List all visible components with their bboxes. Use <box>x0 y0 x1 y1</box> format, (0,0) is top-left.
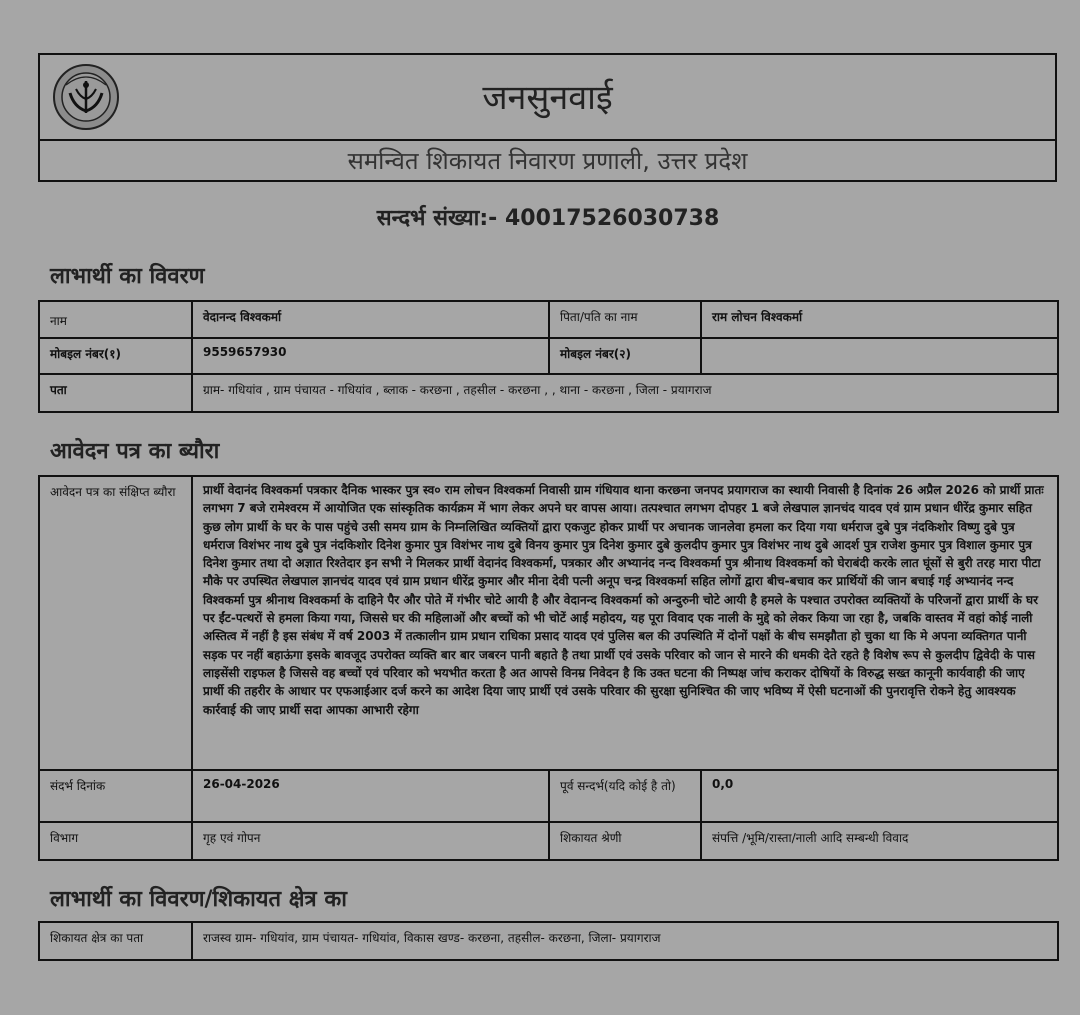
date-value: 26-04-2026 <box>192 770 549 822</box>
table-row <box>39 338 1058 374</box>
date-label: संदर्भ दिनांक <box>39 770 192 822</box>
section-title-complaint-area: लाभार्थी का विवरण/शिकायत क्षेत्र का <box>50 887 347 912</box>
section-title-beneficiary: लाभार्थी का विवरण <box>50 264 205 289</box>
department-value: गृह एवं गोपन <box>192 822 549 860</box>
table-row <box>39 374 1058 412</box>
table-row <box>39 822 1058 860</box>
father-label: पिता/पति का नाम <box>549 301 701 338</box>
address-label: पता <box>39 374 192 412</box>
reference-value: 40017526030738 <box>504 206 720 231</box>
name-value: वेदानन्द विश्वकर्मा <box>192 301 549 338</box>
prev-ref-label: पूर्व सन्दर्भ(यदि कोई है तो) <box>549 770 701 822</box>
table-row <box>39 301 1058 338</box>
complaint-address-value: राजस्व ग्राम- गधियांव, ग्राम पंचायत- गधियांव, विकास खण्ड- करछना, तहसील- करछना, जिला- प्रयागराज <box>192 922 1058 960</box>
app-title: जनसुनवाई <box>482 78 613 118</box>
table-row <box>39 922 1058 960</box>
summary-text: प्रार्थी वेदानंद विश्वकर्मा पत्रकार दैनिक भास्कर पुत्र स्व० राम लोचन विश्वकर्मा निवासी ग्राम गंधियाव थाना करछना जनपद प्रयागराज का स्थायी निवासी है दिनांक 26 अप्रैल 2026 को प्रार्थी प्रातः लगभग 7 बजे रामेश्वरम में आयोजित एक सांस्कृतिक कार्यक्रम में भाग लेकर अपने घर वापस आया। तत्पश्चात लगभग दोपहर 1 बजे लेखपाल ज्ञानचंद यादव एवं ग्राम प्रधान धीरेंद्र कुमार सहित कुछ लोग प्रार्थी के घर के पास पहुंचे उसी समय ग्राम के निम्नलिखित व्यक्तियों द्वारा एकजुट होकर प्रार्थी पर अचानक जानलेवा हमला कर दिया गया धर्मराज दुबे पुत्र नंदकिशोर विष्णु दुबे पुत्र धर्मराज विशंभर नाथ दुबे पुत्र नंदकिशोर दिनेश कुमार पुत्र विशंभर नाथ दुबे विनय कुमार पुत्र दिनेश कुमार दुबे कुलदीप कुमार पुत्र विशंभर नाथ दुबे आदर्श पुत्र राजेश कुमार पुत्र विशाल कुमार पुत्र दिनेश कुमार तथा दो अज्ञात रिश्तेदार इन सभी ने मिलकर प्रार्थी वेदानंद विश्वकर्मा, पत्रकार और अभ्यानंद नन्द विश्वकर्मा पुत्र श्रीनाथ विश्वकर्मा को घेराबंदी करके लात घूंसों से बुरी तरह मारा पीटा मौके पर उपस्थित लेखपाल ज्ञानचंद यादव एवं ग्राम प्रधान धीरेंद्र कुमार और मीना देवी पत्नी अनूप चन्द्र विश्वकर्मा सहित लोगों द्वारा बीच-बचाव कर प्रार्थियों की जान बचाई गई अभ्यानंद नन्द विश्वकर्मा पुत्र श्रीनाथ विश्वकर्मा के दाहिने पैर और पोते में गंभीर चोटे आयी है और वेदानन्द विश्वकर्मा को अन्दुरुनी चोटे आयी है हमले के पश्चात उपरोक्त व्यक्तियों के परिजनों द्वारा प्रार्थी के घर पर ईंट-पत्थरों से हमला किया गया, जिससे घर की महिलाओं और बच्चों को भी चोटें आईं महोदय, यह पूरा विवाद एक नाली के मुद्दे को लेकर किया जा रहा है, जबकि वास्तव में वहां कोई नाली अस्तित्व में नहीं है इस संबंध में वर्ष 2003 में तत्कालीन ग्राम प्रधान राधिका प्रसाद यादव एवं पुलिस बल की उपस्थिति में दोनों पक्षों के बीच समझौता हो चुका था कि मे अपना व्यक्तिगत पानी सड़क पर नहीं बहाऊंगा इसके बावजूद उपरोक्त व्यक्ति बार बार जबरन पानी बहाते है तथा प्रार्थी एवं उसके परिवार को जान से मारने की धमकी देते रहते है विशेष रूप से कुलदीप द्विवेदी के पास लाइसेंसी राइफल है जिससे वह बच्चों एवं परिवार को भयभीत करता है अत आपसे विनम्र निवेदन है कि उक्त घटना की निष्पक्ष जांच कराकर दोषियों के विरुद्ध सख्त कानूनी कार्यवाही की जाए प्रार्थी की तहरीर के आधार पर एफआईआर दर्ज करने का आदेश दिया जाए प्रार्थी एवं उसके परिवार की सुरक्षा सुनिश्चित की जाए भविष्य में ऐसी घटनाओं की पुनरावृत्ति रोकने हेतु आवश्यक कार्रवाई की जाए प्रार्थी सदा आपका आभारी रहेगा <box>192 476 1058 770</box>
mobile2-label: मोबइल नंबर(२) <box>549 338 701 374</box>
complaint-address-label: शिकायत क्षेत्र का पता <box>39 922 192 960</box>
category-value: संपत्ति /भूमि/रास्ता/नाली आदि सम्बन्धी विवाद <box>701 822 1058 860</box>
address-value: ग्राम- गधियांव , ग्राम पंचायत - गधियांव , ब्लाक - करछना , तहसील - करछना , , थाना - करछना , जिला - प्रयागराज <box>192 374 1058 412</box>
application-table <box>38 475 1059 861</box>
complaint-area-table <box>38 921 1059 961</box>
reference-number <box>0 202 1080 232</box>
department-label: विभाग <box>39 822 192 860</box>
table-row <box>39 476 1058 770</box>
header-top <box>40 55 1055 141</box>
mobile1-label: मोबइल नंबर(१) <box>39 338 192 374</box>
father-value: राम लोचन विश्वकर्मा <box>701 301 1058 338</box>
reference-label: सन्दर्भ संख्या:- <box>376 206 498 231</box>
beneficiary-table <box>38 300 1059 413</box>
summary-label: आवेदन पत्र का संक्षिप्त ब्यौरा <box>39 476 192 770</box>
section-title-application: आवेदन पत्र का ब्यौरा <box>50 439 220 464</box>
header-box <box>38 53 1057 182</box>
mobile2-value <box>701 338 1058 374</box>
table-row <box>39 770 1058 822</box>
mobile1-value: 9559657930 <box>192 338 549 374</box>
app-subtitle: समन्वित शिकायत निवारण प्रणाली, उत्तर प्रदेश <box>347 147 748 175</box>
name-label: नाम <box>39 301 192 338</box>
prev-ref-value: 0,0 <box>701 770 1058 822</box>
category-label: शिकायत श्रेणी <box>549 822 701 860</box>
